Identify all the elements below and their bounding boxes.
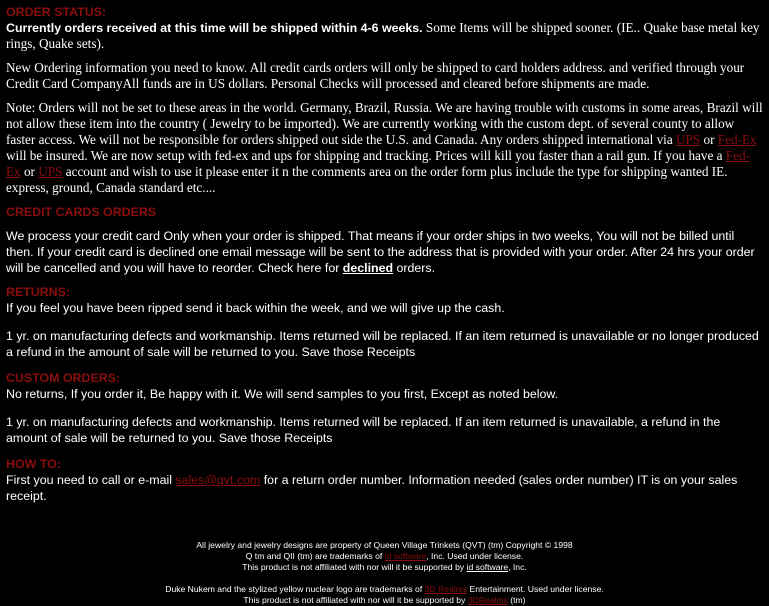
footer-trademark-id	[6, 551, 763, 562]
declined-link[interactable]: declined	[342, 261, 394, 275]
order-status-paragraph	[6, 20, 763, 52]
credit-cards-paragraph	[6, 228, 763, 276]
id-software-link[interactable]: id software	[384, 551, 427, 561]
returns-heading: RETURNS:	[6, 285, 71, 299]
how-to-paragraph	[6, 472, 763, 504]
footer-copyright: All jewelry and jewelry designs are property of Queen Village Trinkets (QVT) (tm) Copyright © 1998	[196, 540, 573, 550]
note-or-1: or	[700, 132, 718, 147]
footer	[6, 540, 763, 606]
footer-trademark-3drealms-end: Entertainment. Used under license.	[467, 584, 604, 594]
sales-email-link[interactable]: sales@qvt.com	[175, 473, 261, 487]
fedex-link[interactable]: Fed-Ex	[717, 132, 757, 147]
footer-affiliation-id-text: This product is not affiliated with nor will it be supported by	[242, 562, 467, 572]
footer-trademark-3drealms-text: Duke Nukem and the stylized yellow nuclear logo are trademarks of	[165, 584, 425, 594]
id-software-underlined: id software	[466, 562, 509, 572]
order-status-heading: ORDER STATUS:	[6, 5, 107, 19]
how-to-text-start: First you need to call or e-mail	[6, 473, 176, 487]
3drealms-link[interactable]: 3DRealms	[467, 595, 508, 605]
fedex-link-2[interactable]: Fed-Ex	[6, 148, 750, 179]
how-to-heading: HOW TO:	[6, 457, 61, 471]
note-text-3: account and wish to use it please enter it n the comments area on the order form plus include the type for shipping wanted IE. express, ground, Canada standard etc....	[6, 164, 728, 195]
note-paragraph	[6, 100, 763, 196]
custom-orders-paragraph-1: No returns, If you order it, Be happy with it. We will send samples to you first, Except as noted below.	[6, 387, 559, 401]
new-ordering-paragraph: New Ordering information you need to know. All credit cards orders will only be shipped to card holders address. and verified through your Credit Card CompanyAll funds are in US dollars. Personal Checks will processed and cleared before shipments are made.	[6, 60, 745, 91]
footer-trademark-id-end: , Inc. Used under license.	[426, 551, 524, 561]
footer-affiliation-id-end: , Inc.	[508, 562, 527, 572]
order-status-bold-text: Currently orders received at this time will be shipped within 4-6 weeks.	[6, 21, 423, 35]
note-or-2: or	[20, 164, 39, 179]
note-text-1: Note: Orders will not be set to these areas in the world. Germany, Brazil, Russia. We are having trouble with customs in some areas, Brazil will not allow these item into the country ( Jewelry to be imported). We are currently working with the custom dept. of several county to allow faster access. We will not be responsible for orders shipped out side the U.S. and Canada. Any orders shipped international via	[6, 100, 763, 147]
note-text-2: will be insured. We are now setup with fed-ex and ups for shipping and tracking. Prices will kill you faster than a rail gun. If you have a	[6, 148, 726, 163]
custom-orders-paragraph-2: 1 yr. on manufacturing defects and workmanship. Items returned will be replaced. If an item returned is unavailable, a refund in the amount of sale will be returned to you. Save those Receipts	[6, 415, 721, 445]
3d-realms-link[interactable]: 3D Realms	[424, 584, 468, 594]
returns-paragraph-2: 1 yr. on manufacturing defects and workmanship. Items returned will be replaced. If an item returned is unavailable or no longer produced a refund in the amount of sale will be returned to you. Save those Receipts	[6, 329, 759, 359]
how-to-text-end: for a return order number. Information needed (sales order number) IT is on your sales receipt.	[6, 473, 738, 503]
order-status-text: Some Items will be shipped sooner. (IE.. Quake base metal key rings, Quake sets).	[6, 20, 760, 51]
custom-orders-heading: CUSTOM ORDERS:	[6, 371, 121, 385]
ups-link[interactable]: UPS	[676, 132, 701, 147]
footer-affiliation-3drealms	[6, 595, 763, 606]
credit-cards-text-end: orders.	[393, 261, 436, 275]
footer-trademark-id-text: Q tm and QII (tm) are trademarks of	[245, 551, 385, 561]
credit-cards-heading: CREDIT CARDS ORDERS	[6, 205, 157, 219]
returns-paragraph-1: If you feel you have been ripped send it back within the week, and we will give up the cash.	[6, 301, 505, 315]
footer-affiliation-3drealms-text: This product is not affiliated with nor will it be supported by	[243, 595, 468, 605]
credit-cards-text: We process your credit card Only when your order is shipped. That means if your order ships in two weeks, You will not be billed until then. If your credit card is declined one email message will be sent to the address that is provided with your order. After 24 hrs your order will be cancelled and you will have to reorder. Check here for	[6, 229, 755, 275]
footer-affiliation-3drealms-end: (tm)	[507, 595, 526, 605]
footer-trademark-3drealms	[6, 584, 763, 595]
ups-link-2[interactable]: UPS	[38, 164, 63, 179]
footer-affiliation-id	[6, 562, 763, 573]
